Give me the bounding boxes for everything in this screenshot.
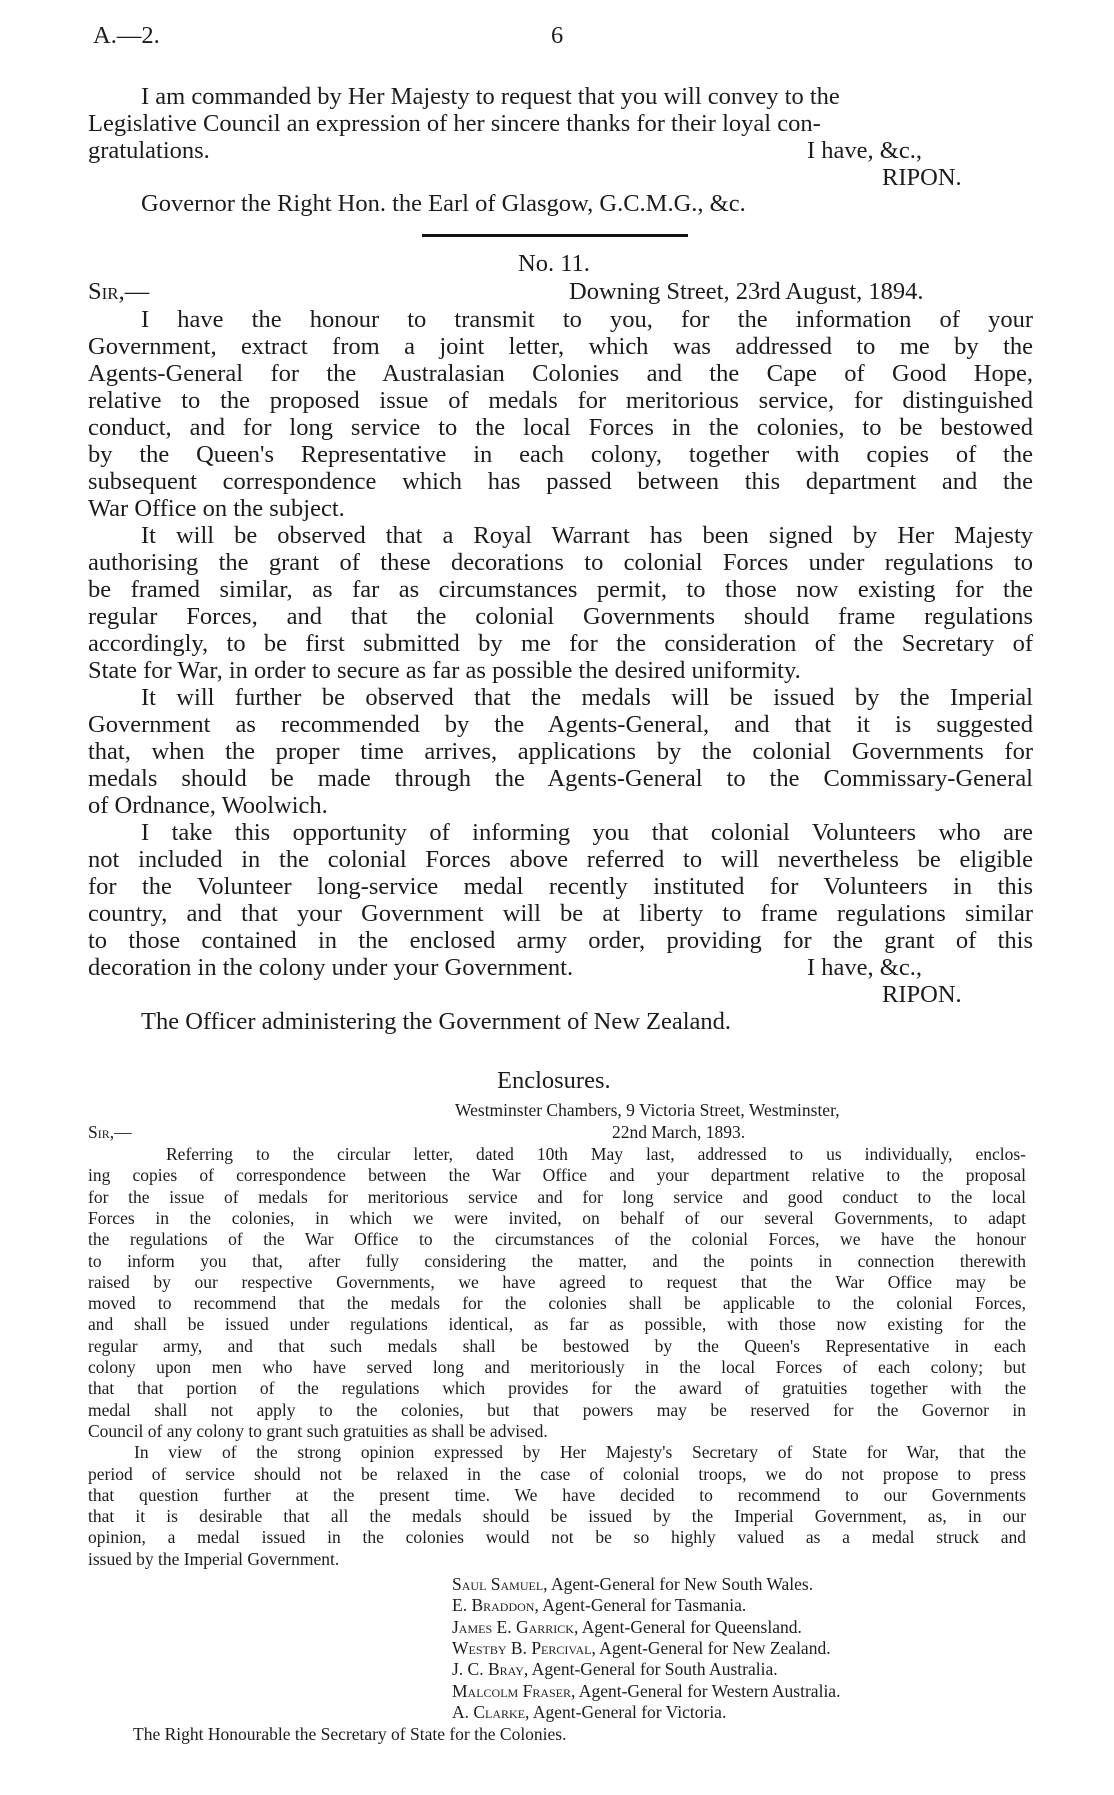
enclosure-line: that question further at the present time. We have decided to recommend to our Governments [88,1484,1026,1505]
letter2-line: not included in the colonial Forces above referred to will nevertheless be eligible [88,846,1033,873]
enclosure-line: and shall be issued under regulations identical, as far as possible, with those now existing for the [88,1314,1026,1335]
enclosure-line: the regulations of the War Office to the circumstances of the colonial Forces, we have the honour [88,1229,1026,1250]
letter2-line: for the Volunteer long-service medal recently instituted for Volunteers in this [88,873,1033,900]
enclosure-line: issued by the Imperial Government. [88,1548,340,1569]
signatory-name: Westby B. Percival, [452,1637,596,1658]
signatory-name: Saul Samuel, [452,1574,548,1594]
signatory-title: Agent-General for Tasmania. [538,1595,747,1616]
enclosure-address: Westminster Chambers, 9 Victoria Street, Westminster, [455,1100,840,1120]
letter2-line: medals should be made through the Agents-General to the Commissary-General [88,765,1033,792]
letter1-addressee: Governor the Right Hon. the Earl of Glasgow, G.C.M.G., &c. [141,190,746,217]
enclosure-line: moved to recommend that the medals for the colonies shall be applicable to the colonial Forces, [88,1293,1026,1314]
enclosure-line: Referring to the circular letter, dated 10th May last, addressed to us individually, enclos- [166,1144,1026,1164]
signatory [452,1595,746,1616]
signatory-name: J. C. Bray, [452,1659,529,1680]
letter2-line: It will be observed that a Royal Warrant has been signed by Her Majesty [141,522,1033,549]
enclosure-line: medal shall not apply to the colonies, but that powers may be reserved for the Governor in [88,1399,1026,1420]
letter2-line: decoration in the colony under your Government. [88,954,574,981]
letter2-line: regular Forces, and that the colonial Governments should frame regulations [88,603,1033,630]
letter2-line: State for War, in order to secure as far as possible the desired uniformity. [88,657,801,684]
letter2-addressee: The Officer administering the Government of New Zealand. [141,1008,732,1035]
letter2-line: subsequent correspondence which has passed between this department and the [88,468,1033,495]
letter2-salutation: Sir,— [88,278,150,305]
enclosure-line: that it is desirable that all the medals should be issued by the Imperial Government, as, in our [88,1506,1026,1527]
letter2-line: country, and that your Government will be at liberty to frame regulations similar [88,900,1033,927]
enclosures-heading: Enclosures. [497,1067,611,1094]
letter2-line: Agents-General for the Australasian Colonies and the Cape of Good Hope, [88,360,1033,387]
signatory-title: Agent-General for Western Australia. [575,1680,841,1701]
letter2-line: Government as recommended by the Agents-General, and that it is suggested [88,711,1033,738]
enclosure-line: colony upon men who have served long and meritoriously in the local Forces of each colony; but [88,1357,1026,1377]
signatory [452,1617,802,1638]
signatory [452,1659,778,1680]
enclosure-line: In view of the strong opinion expressed by Her Majesty's Secretary of State for War, that the [134,1442,1026,1463]
signatory-title: Agent-General for Queensland. [578,1616,802,1637]
signatory-name: Malcolm Fraser, [452,1680,576,1701]
enclosure-line: period of service should not be relaxed in the case of colonial troops, we do not propose to press [88,1463,1026,1484]
letter2-line: Government, extract from a joint letter, which was addressed to me by the [88,333,1033,360]
enclosure-line: that that portion of the regulations which provides for the award of gratuities together with the [88,1378,1026,1399]
letter2-line: It will further be observed that the medals will be issued by the Imperial [141,684,1033,711]
enclosure-line: regular army, and that such medals shall be bestowed by the Queen's Representative in each [88,1335,1026,1356]
letter2-line: War Office on the subject. [88,495,345,522]
letter2-line: of Ordnance, Woolwich. [88,792,328,819]
signatory [452,1702,726,1723]
enclosure-line: for the issue of medals for meritorious service and for long service and good conduct to the local [88,1186,1026,1207]
letter2-line: relative to the proposed issue of medals for meritorious service, for distinguished [88,387,1033,414]
enclosure-line: opinion, a medal issued in the colonies would not be so highly valued as a medal struck and [88,1527,1026,1548]
letter2-line: authorising the grant of these decorations to colonial Forces under regulations to [88,549,1033,576]
letter2-dateline: Downing Street, 23rd August, 1894. [569,278,924,305]
enclosure-addressee: The Right Honourable the Secretary of State for the Colonies. [133,1724,567,1744]
letter1-closing: I have, &c., [807,137,922,164]
letter1-line: Legislative Council an expression of her sincere thanks for their loyal con- [88,110,821,137]
signatory-name: James E. Garrick, [452,1616,579,1637]
page-number: 6 [551,22,564,49]
signatory [452,1681,840,1702]
enclosure-line: ing copies of correspondence between the War Office and your department relative to the proposal [88,1165,1026,1186]
signatory-title: Agent-General for New South Wales. [547,1574,814,1594]
letter2-line: I have the honour to transmit to you, for the information of your [141,306,1033,333]
enclosure-line: to inform you that, after fully considering the matter, and the points in connection therewith [88,1250,1026,1271]
letter1-signature: RIPON. [882,164,962,191]
letter1-line: I am commanded by Her Majesty to request that you will convey to the [141,83,840,110]
letter-number: No. 11. [518,250,590,277]
document-reference: A.—2. [93,22,160,49]
enclosure-date: 22nd March, 1893. [612,1122,746,1142]
enclosure-line: Council of any colony to grant such gratuities as shall be advised. [88,1420,548,1441]
signatory-name: E. Braddon, [452,1595,539,1616]
letter2-line: be framed similar, as far as circumstances permit, to those now existing for the [88,576,1033,603]
enclosure-line: Forces in the colonies, in which we were invited, on behalf of our several Governments, to adapt [88,1207,1026,1228]
enclosure-salutation: Sir,— [88,1122,132,1142]
signatory-title: Agent-General for New Zealand. [595,1637,831,1658]
letter2-line: by the Queen's Representative in each colony, together with copies of the [88,441,1033,468]
signatory-title: Agent-General for Victoria. [529,1701,727,1722]
signatory-name: A. Clarke, [452,1701,530,1722]
letter2-line: accordingly, to be first submitted by me for the consideration of the Secretary of [88,630,1033,657]
signatory [452,1638,831,1659]
letter2-closing: I have, &c., [807,954,922,981]
letter2-line: I take this opportunity of informing you that colonial Volunteers who are [141,819,1033,846]
letter2-line: conduct, and for long service to the local Forces in the colonies, to be bestowed [88,414,1033,441]
letter2-line: to those contained in the enclosed army order, providing for the grant of this [88,927,1033,954]
signatory [452,1574,813,1595]
letter1-line: gratulations. [88,137,210,164]
letter2-signature: RIPON. [882,981,962,1008]
signatory-title: Agent-General for South Australia. [528,1659,778,1680]
section-divider [422,234,688,237]
enclosure-line: raised by our respective Governments, we have agreed to request that the War Office may be [88,1271,1026,1292]
letter2-line: that, when the proper time arrives, applications by the colonial Governments for [88,738,1033,765]
